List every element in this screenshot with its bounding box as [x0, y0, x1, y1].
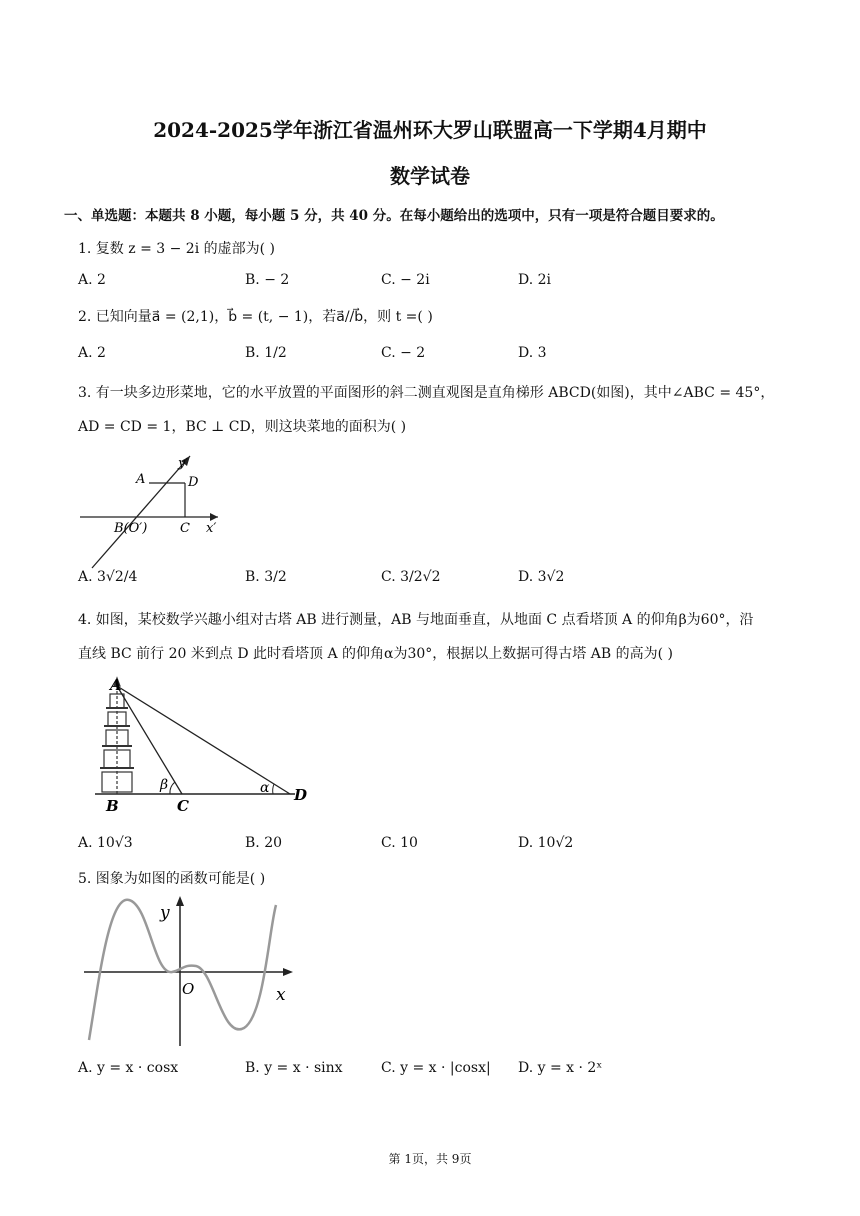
question-2-option-d: D. 3	[518, 345, 547, 361]
fig3-label-a: A	[136, 472, 146, 487]
question-4-option-a: A. 10√3	[78, 835, 133, 851]
question-4-option-b: B. 20	[245, 835, 283, 851]
fig4-label-c: C	[177, 797, 189, 815]
question-3-option-b: B. 3/2	[245, 569, 287, 585]
function-curve	[89, 900, 276, 1040]
question-4-figure	[90, 672, 320, 817]
question-5-option-c: C. y = x · |cosx|	[381, 1060, 491, 1076]
fig3-label-x: x′	[206, 521, 217, 536]
question-2-text: 2. 已知向量a⃗ = (2,1)，b⃗ = (t, − 1)，若a⃗//b⃗，则 t =( )	[78, 309, 433, 325]
paper-title-line1: 2024-2025学年浙江省温州环大罗山联盟高一下学期4月期中	[153, 118, 707, 142]
pagoda-icon	[100, 678, 134, 794]
question-5-option-a: A. y = x · cosx	[78, 1060, 179, 1076]
fig5-label-o: O	[182, 980, 195, 998]
question-2-option-a: A. 2	[78, 345, 106, 361]
question-3-option-d: D. 3√2	[518, 569, 565, 585]
question-1-option-c: C. − 2i	[381, 272, 430, 288]
question-3-option-a: A. 3√2/4	[78, 569, 138, 585]
question-3-text-line1: 3. 有一块多边形菜地，它的水平放置的平面图形的斜二测直观图是直角梯形 ABCD(如图)，其中∠ABC = 45°，	[78, 385, 775, 401]
question-5-option-d: D. y = x · 2ˣ	[518, 1060, 603, 1076]
question-4-text-line1: 4. 如图，某校数学兴趣小组对古塔 AB 进行测量，AB 与地面垂直，从地面 C 点看塔顶 A 的仰角β为60°，沿	[78, 612, 754, 628]
page-footer: 第 1页，共 9页	[388, 1152, 472, 1166]
fig4-label-beta: β	[160, 777, 169, 793]
fig3-label-y: y′	[178, 456, 189, 471]
question-5-figure	[84, 890, 299, 1050]
fig3-label-b: B(O′)	[114, 521, 148, 536]
question-4-option-d: D. 10√2	[518, 835, 574, 851]
paper-title-line2: 数学试卷	[390, 164, 470, 188]
section-heading: 一、单选题：本题共 8 小题，每小题 5 分，共 40 分。在每小题给出的选项中，只有一项是符合题目要求的。	[64, 208, 724, 224]
question-3-option-c: C. 3/2√2	[381, 569, 441, 585]
fig4-label-alpha: α	[260, 780, 270, 796]
question-4-text-line2: 直线 BC 前行 20 米到点 D 此时看塔顶 A 的仰角α为30°，根据以上数据可得古塔 AB 的高为( )	[78, 646, 673, 662]
question-5-option-b: B. y = x · sinx	[245, 1060, 343, 1076]
fig4-label-d: D	[294, 786, 308, 804]
question-4-option-c: C. 10	[381, 835, 418, 851]
question-1-option-d: D. 2i	[518, 272, 552, 288]
fig5-label-y: y	[160, 903, 170, 923]
question-3-text-line2: AD = CD = 1，BC ⊥ CD，则这块菜地的面积为( )	[78, 419, 407, 435]
fig3-label-c: C	[180, 521, 190, 536]
question-1-option-a: A. 2	[78, 272, 106, 288]
question-2-option-b: B. 1/2	[245, 345, 287, 361]
fig4-label-b: B	[106, 797, 119, 815]
question-2-option-c: C. − 2	[381, 345, 426, 361]
question-5-text: 5. 图象为如图的函数可能是( )	[78, 871, 266, 887]
question-3-figure	[78, 450, 228, 570]
fig5-label-x: x	[276, 985, 286, 1005]
question-1-text: 1. 复数 z = 3 − 2i 的虚部为( )	[78, 241, 276, 257]
question-1-option-b: B. − 2	[245, 272, 290, 288]
fig4-label-a: A	[110, 676, 122, 694]
fig3-label-d: D	[188, 475, 199, 490]
